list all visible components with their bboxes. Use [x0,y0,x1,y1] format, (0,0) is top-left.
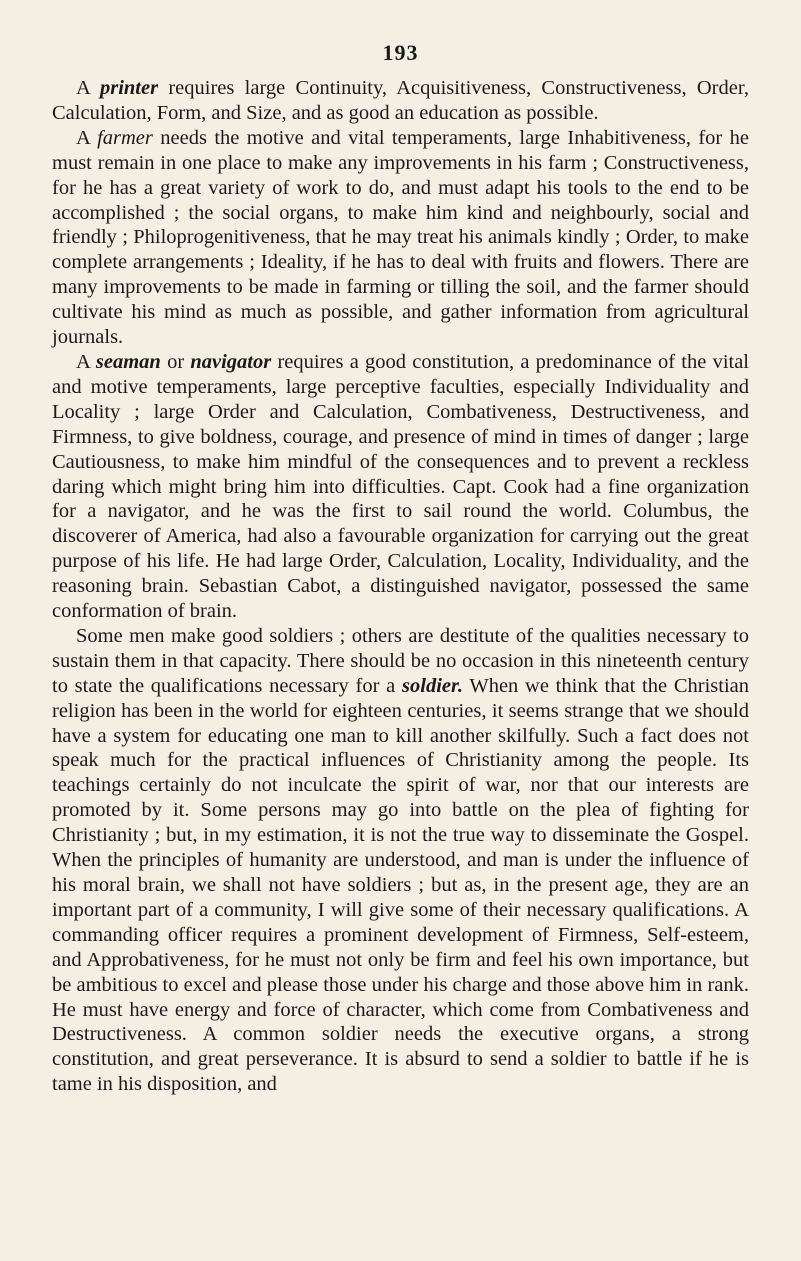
paragraph-text: requires a good constitution, a predominance of the vital and motive temperaments, large perceptive faculties, especially Individuality and Locality ; large Order and Calculation, Combativeness, Destructiveness, and Firmness, to give boldness, courage, and presence of mind in times of danger ; large Cautiousness, to make him mindful of the consequences and to prevent a reckless daring which might bring him into difficulties. Capt. Cook had a fine organization for a navigator, and he was the first to sail round the world. Columbus, the discoverer of America, had also a favourable organization for carrying out the great purpose of his life. He had large Order, Calculation, Locality, Individuality, and the reasoning brain. Sebastian Cabot, a distinguished navigator, possessed the same conformation of brain. [52,350,750,623]
paragraph-text: requires large Continuity, Acquisitiveness, Constructiveness, Order, Calculation, Form, and Size, and as good an education as possible. [52,77,749,124]
paragraph-text-before: Some men make good soldiers ; others are destitute of the qualities necessary to sustain them in that capacity. There should be no occasion in this nineteenth century to state the qualifications necessary for a [52,624,749,697]
occupation-term-secondary: navigator [190,350,272,373]
paragraph-article: A [76,126,90,149]
paragraph-text-after: When we think that the Christian religion has been in the world for eighteen centuries, it seems strange that we should have a system for educating one man to kill another skilfully. Such a fact does not speak much for the practical influences of Christianity among the people. Its teachings certainly do not inculcate the spirit of war, nor that our interests are promoted by it. Some persons may go into battle on the plea of fighting for Christianity ; but, in my estimation, it is not the true way to disseminate the Gospel. When the principles of humanity are understood, and man is under the influence of his moral brain, we shall not have soldiers ; but as, in the present age, they are an important part of a community, I will give some of their necessary qualifications. A commanding officer requires a prominent development of Firmness, Self-esteem, and Approbativeness, for he must not only be firm and feel his own importance, but be ambitious to excel and please those under his charge and those above him in rank. He must have energy and force of character, which come from Combativeness and Destructiveness. A common soldier needs the executive organs, a strong constitution, and great perseverance. It is absurd to send a soldier to battle if he is tame in his disposition, and [52,674,749,1096]
paragraph-text: needs the motive and vital temperaments, large Inhabitiveness, for he must remain in one place to make any improvements in his farm ; Constructiveness, for he has a great variety of work to do, and must adapt his tools to the end to be accomplished ; the social organs, to make him kind and neighbourly, social and friendly ; Philoprogenitiveness, that he may treat his animals kindly ; Order, to make complete arrangements ; Ideality, if he has to deal with fruits and flowers. There are many improvements to be made in farming or tilling the soil, and the farmer should cultivate his mind as much as possible, and gather information from agricultural journals. [52,126,749,349]
occupation-term: farmer [97,126,153,149]
paragraph-soldier [52,624,749,1097]
paragraph-seaman [52,350,749,624]
occupation-term: printer [99,77,159,99]
paragraph-printer [52,76,749,126]
paragraph-article: A [76,77,90,99]
paragraph-connector: or [167,350,185,373]
paragraph-article: A [76,350,90,373]
paragraph-farmer [52,126,749,350]
occupation-term: seaman [95,350,161,373]
occupation-term: soldier. [402,674,463,697]
page-number: 193 [382,40,419,65]
